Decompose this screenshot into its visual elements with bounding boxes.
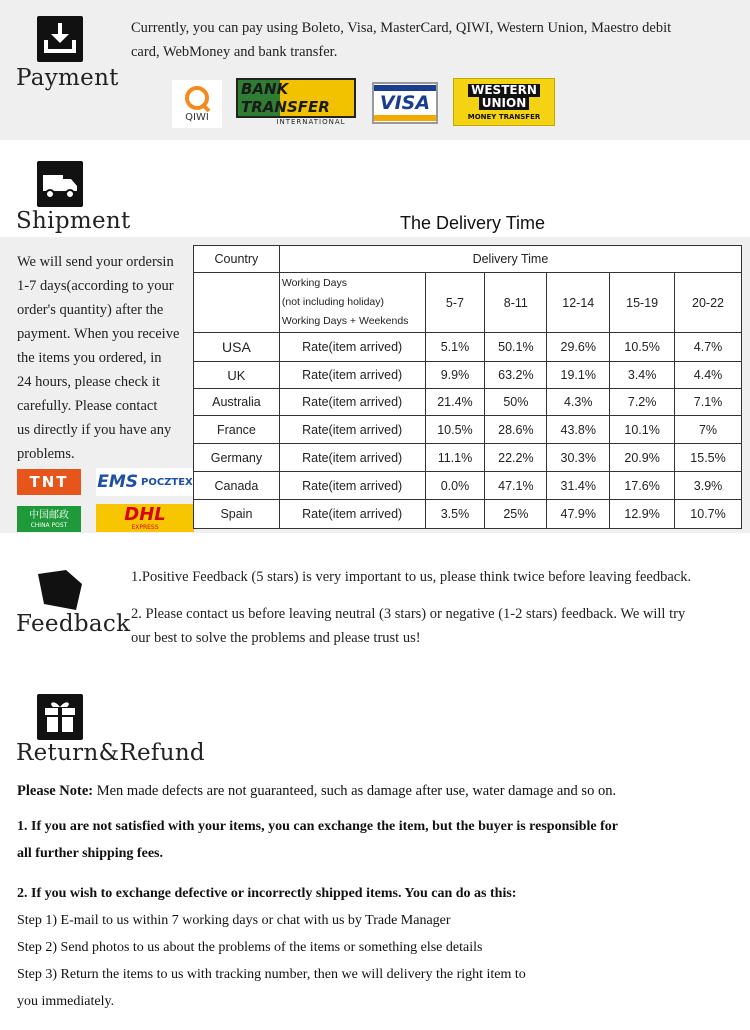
- table-row: [194, 444, 742, 472]
- working-days-cell: [279, 273, 425, 333]
- table-row: [194, 472, 742, 500]
- delivery-time-table: [193, 245, 742, 529]
- refund-note-text: Men made defects are not guaranteed, such as damage after use, water damage and so on.: [93, 783, 617, 799]
- working-days-line: Working Days: [281, 277, 348, 289]
- value-cell: 22.2%: [485, 444, 547, 472]
- value-cell: 7%: [675, 416, 742, 444]
- qiwi-logo: [172, 80, 222, 128]
- value-cell: 63.2%: [485, 362, 547, 389]
- ems-label: EMS: [97, 472, 138, 492]
- feedback-line3: our best to solve the problems and please trust us!: [131, 630, 421, 646]
- value-cell: 3.4%: [610, 362, 675, 389]
- value-cell: 3.9%: [675, 472, 742, 500]
- value-cell: 11.1%: [425, 444, 485, 472]
- table-row: [194, 362, 742, 389]
- rate-cell: Rate(item arrived): [279, 472, 425, 500]
- value-cell: 0.0%: [425, 472, 485, 500]
- country-header: Country: [194, 246, 280, 273]
- shipment-text-line: order's quantity) after the: [17, 302, 164, 318]
- wu-sub: MONEY TRANSFER: [467, 112, 541, 121]
- shipment-text-line: 1-7 days(according to your: [17, 278, 174, 294]
- payment-title: Payment: [16, 65, 119, 91]
- value-cell: 15.5%: [675, 444, 742, 472]
- value-cell: 43.8%: [547, 416, 610, 444]
- visa-label: VISA: [379, 92, 431, 114]
- download-icon: [37, 16, 83, 62]
- feedback-line1: 1.Positive Feedback (5 stars) is very important to us, please think twice before leaving feedback.: [131, 569, 692, 585]
- value-cell: 12.9%: [610, 500, 675, 529]
- rate-cell: Rate(item arrived): [279, 500, 425, 529]
- shipment-text-line: the items you ordered, in: [17, 350, 162, 366]
- value-cell: 10.7%: [675, 500, 742, 529]
- delivery-header: Delivery Time: [279, 246, 741, 273]
- refund-title: Return&Refund: [16, 740, 205, 766]
- shipment-text-line: problems.: [17, 446, 75, 462]
- rate-cell: Rate(item arrived): [279, 416, 425, 444]
- range-cell: 8-11: [485, 273, 547, 333]
- value-cell: 50.1%: [485, 333, 547, 362]
- country-cell: Canada: [194, 472, 280, 500]
- refund-step2: Step 2) Send photos to us about the problems of the items or something else details: [17, 940, 483, 955]
- western-union-logo: [453, 78, 555, 126]
- value-cell: 20.9%: [610, 444, 675, 472]
- table-row: [194, 500, 742, 529]
- value-cell: 10.5%: [610, 333, 675, 362]
- country-cell: UK: [194, 362, 280, 389]
- country-cell: France: [194, 416, 280, 444]
- refund-step1: Step 1) E-mail to us within 7 working days or chat with us by Trade Manager: [17, 913, 451, 928]
- wu-line1: WESTERN: [468, 84, 540, 97]
- value-cell: 10.5%: [425, 416, 485, 444]
- visa-logo: [372, 82, 438, 124]
- refund-step3-cont: you immediately.: [17, 994, 115, 1009]
- feedback-icon: [36, 570, 84, 612]
- dhl-logo: [96, 504, 194, 532]
- table-range-row: [194, 273, 742, 333]
- range-cell: 20-22: [675, 273, 742, 333]
- shipment-text-line: We will send your ordersin: [17, 254, 174, 270]
- china-post-sub: CHINA POST: [30, 521, 68, 529]
- rate-cell: Rate(item arrived): [279, 389, 425, 416]
- value-cell: 9.9%: [425, 362, 485, 389]
- range-cell: 5-7: [425, 273, 485, 333]
- tnt-logo: [17, 469, 81, 495]
- rate-cell: Rate(item arrived): [279, 333, 425, 362]
- country-cell: Australia: [194, 389, 280, 416]
- refund-note: [17, 783, 616, 800]
- table-row: [194, 416, 742, 444]
- poczta-label: POCZTEX: [140, 476, 193, 488]
- refund-point1-line1: 1. If you are not satisfied with your items, you can exchange the item, but the buyer is responsible for: [17, 819, 618, 834]
- country-cell: Spain: [194, 500, 280, 529]
- payment-text-line2: card, WebMoney and bank transfer.: [131, 44, 338, 60]
- tnt-label: TNT: [29, 473, 69, 491]
- country-cell: Germany: [194, 444, 280, 472]
- refund-step3: Step 3) Return the items to us with tracking number, then we will delivery the right item to: [17, 967, 526, 982]
- shipment-text-line: 24 hours, please check it: [17, 374, 160, 390]
- value-cell: 31.4%: [547, 472, 610, 500]
- value-cell: 30.3%: [547, 444, 610, 472]
- value-cell: 21.4%: [425, 389, 485, 416]
- table-row: [194, 333, 742, 362]
- value-cell: 47.9%: [547, 500, 610, 529]
- qiwi-label: QIWI: [185, 111, 209, 123]
- country-cell: USA: [194, 333, 280, 362]
- empty-cell: [194, 273, 280, 333]
- value-cell: 3.5%: [425, 500, 485, 529]
- value-cell: 47.1%: [485, 472, 547, 500]
- table-header-row: [194, 246, 742, 273]
- gift-icon: [37, 694, 83, 740]
- dhl-sub: EXPRESS: [131, 523, 159, 531]
- wu-line2: UNION: [479, 97, 530, 110]
- refund-note-label: Please Note:: [17, 783, 94, 799]
- value-cell: 5.1%: [425, 333, 485, 362]
- range-cell: 12-14: [547, 273, 610, 333]
- value-cell: 4.7%: [675, 333, 742, 362]
- value-cell: 29.6%: [547, 333, 610, 362]
- value-cell: 4.3%: [547, 389, 610, 416]
- dhl-label: DHL: [124, 503, 166, 525]
- shipment-text: [17, 250, 197, 466]
- table-row: [194, 389, 742, 416]
- shipment-text-line: us directly if you have any: [17, 422, 172, 438]
- china-post-label: 中国邮政: [29, 509, 69, 521]
- shipment-text-line: payment. When you receive: [17, 326, 180, 342]
- bank-transfer-sub: INTERNATIONAL: [276, 118, 346, 126]
- feedback-title: Feedback: [16, 611, 131, 637]
- payment-text-line1: Currently, you can pay using Boleto, Visa, MasterCard, QIWI, Western Union, Maestro debit: [131, 20, 672, 36]
- value-cell: 10.1%: [610, 416, 675, 444]
- rate-cell: Rate(item arrived): [279, 444, 425, 472]
- value-cell: 7.2%: [610, 389, 675, 416]
- ems-poczta-logo: [96, 468, 194, 496]
- working-days-line: Working Days + Weekends: [281, 315, 409, 327]
- rate-cell: Rate(item arrived): [279, 362, 425, 389]
- value-cell: 19.1%: [547, 362, 610, 389]
- bank-transfer-logo: [236, 80, 356, 126]
- visa-stripe-bottom: [374, 115, 436, 121]
- range-cell: 15-19: [610, 273, 675, 333]
- bank-transfer-label: BANK TRANSFER: [236, 78, 356, 118]
- value-cell: 4.4%: [675, 362, 742, 389]
- refund-point1-line2: all further shipping fees.: [17, 846, 163, 861]
- feedback-line2: 2. Please contact us before leaving neutral (3 stars) or negative (1-2 stars) feedback. We will try: [131, 606, 686, 622]
- truck-icon: [37, 161, 83, 207]
- working-days-line: (not including holiday): [281, 296, 385, 308]
- refund-point2: 2. If you wish to exchange defective or incorrectly shipped items. You can do as this:: [17, 886, 517, 901]
- shipment-text-line: carefully. Please contact: [17, 398, 158, 414]
- qiwi-icon: [182, 86, 212, 112]
- china-post-logo: [17, 506, 81, 532]
- value-cell: 25%: [485, 500, 547, 529]
- value-cell: 17.6%: [610, 472, 675, 500]
- delivery-time-title: The Delivery Time: [400, 213, 546, 233]
- shipment-title: Shipment: [16, 208, 131, 234]
- value-cell: 50%: [485, 389, 547, 416]
- value-cell: 7.1%: [675, 389, 742, 416]
- value-cell: 28.6%: [485, 416, 547, 444]
